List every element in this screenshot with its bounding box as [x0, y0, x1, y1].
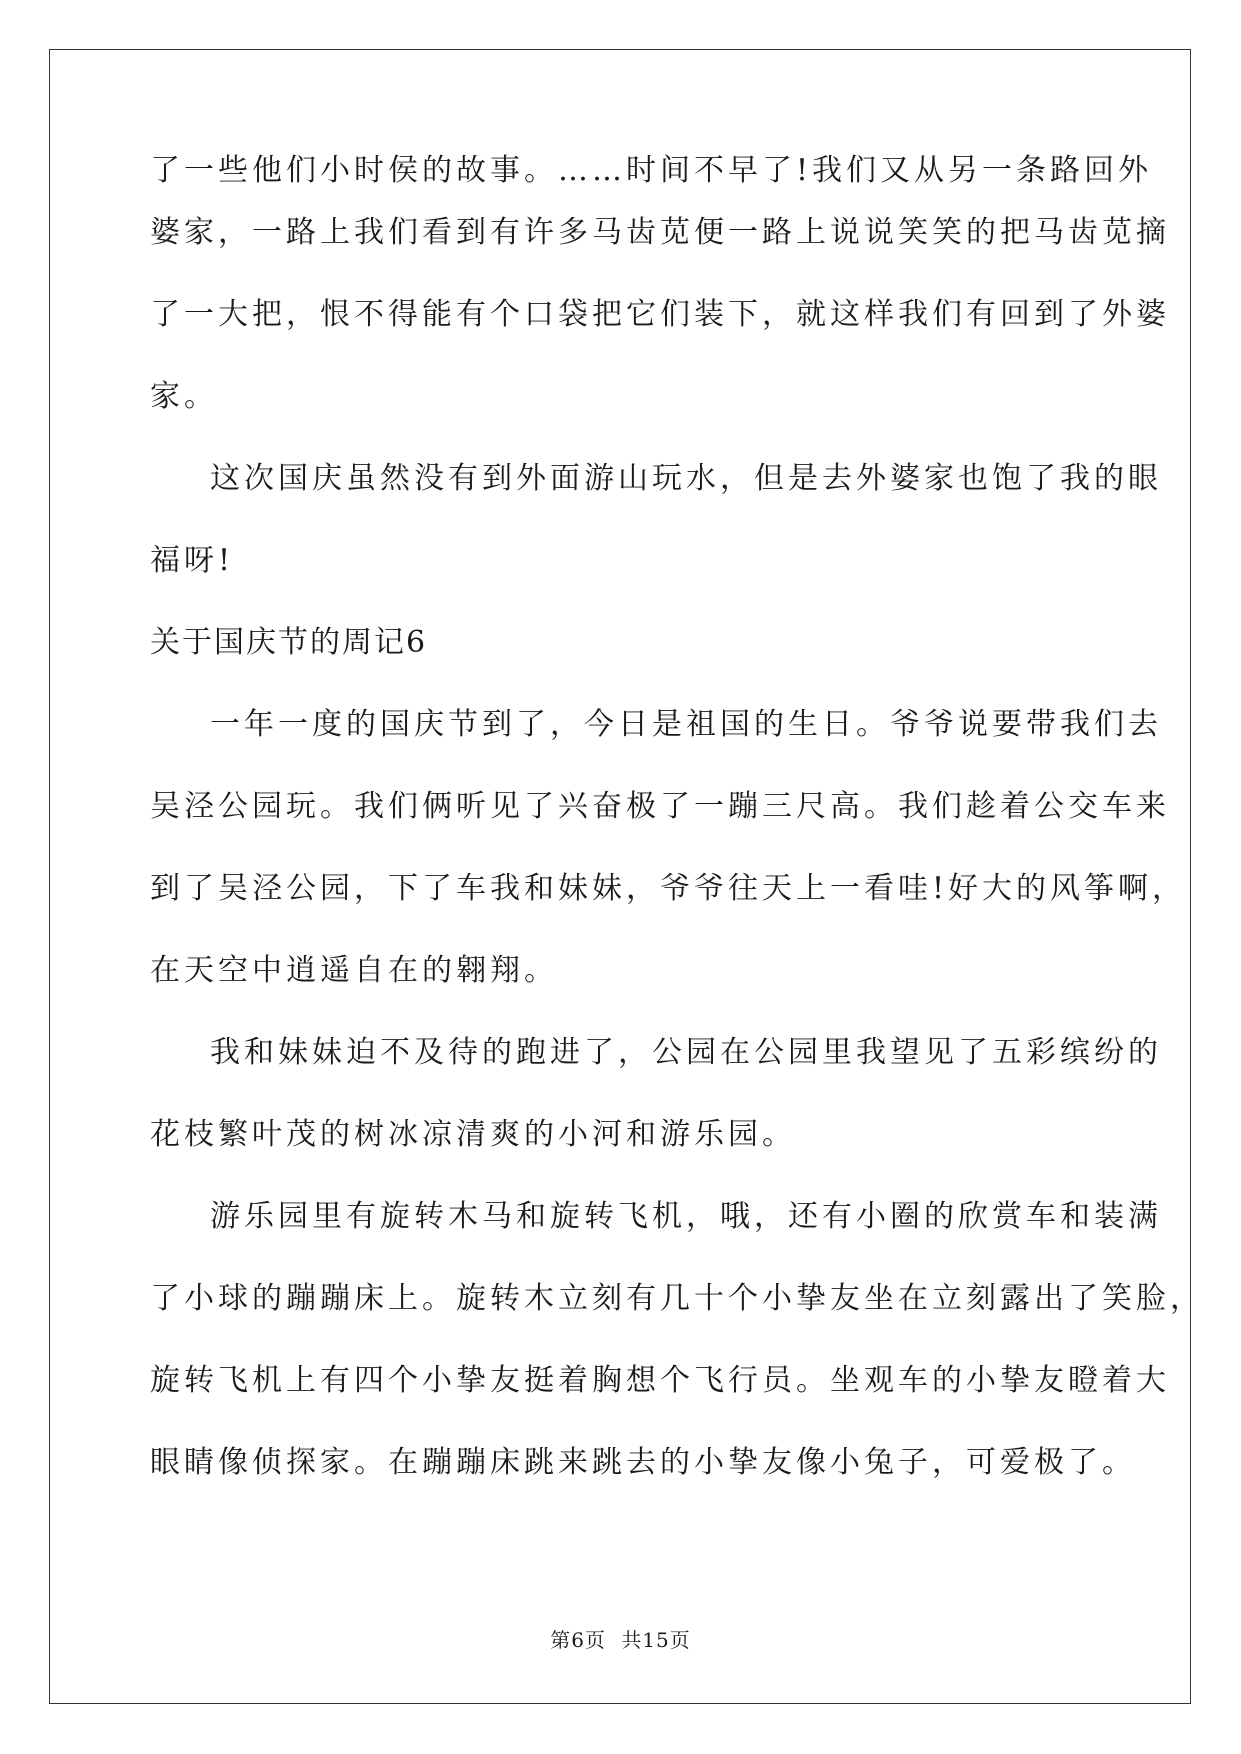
body-line: 旋转飞机上有四个小挚友挺着胸想个飞行员。坐观车的小挚友瞪着大 — [150, 1363, 1170, 1398]
body-line: 了一大把，恨不得能有个口袋把它们装下，就这样我们有回到了外婆 — [150, 297, 1170, 332]
body-line: 一年一度的国庆节到了，今日是祖国的生日。爷爷说要带我们去 — [210, 707, 1162, 742]
body-line: 婆家，一路上我们看到有许多马齿苋便一路上说说笑笑的把马齿苋摘 — [150, 215, 1170, 250]
page-number: 第6页 — [550, 1628, 606, 1652]
body-line: 家。 — [150, 379, 218, 414]
page-total: 共15页 — [621, 1628, 691, 1652]
body-line: 了小球的蹦蹦床上。旋转木立刻有几十个小挚友坐在立刻露出了笑脸， — [150, 1281, 1204, 1316]
body-line: 吴泾公园玩。我们俩听见了兴奋极了一蹦三尺高。我们趁着公交车来 — [150, 789, 1170, 824]
body-line: 花枝繁叶茂的树冰凉清爽的小河和游乐园。 — [150, 1117, 796, 1152]
body-line: 到了吴泾公园，下了车我和妹妹，爷爷往天上一看哇!好大的风筝啊， — [150, 871, 1187, 906]
body-line: 游乐园里有旋转木马和旋转飞机，哦，还有小圈的欣赏车和装满 — [210, 1199, 1162, 1234]
body-line: 眼睛像侦探家。在蹦蹦床跳来跳去的小挚友像小兔子，可爱极了。 — [150, 1445, 1136, 1480]
section-title: 关于国庆节的周记6 — [150, 625, 428, 660]
document-body — [150, 150, 1204, 1504]
body-line: 我和妹妹迫不及待的跑进了，公园在公园里我望见了五彩缤纷的 — [210, 1035, 1162, 1070]
page-footer — [0, 1624, 1241, 1653]
body-line: 了一些他们小时侯的故事。……时间不早了!我们又从另一条路回外 — [150, 153, 1153, 188]
body-line: 这次国庆虽然没有到外面游山玩水，但是去外婆家也饱了我的眼 — [210, 461, 1162, 496]
body-line: 在天空中逍遥自在的翱翔。 — [150, 953, 558, 988]
body-line: 福呀! — [150, 543, 235, 578]
